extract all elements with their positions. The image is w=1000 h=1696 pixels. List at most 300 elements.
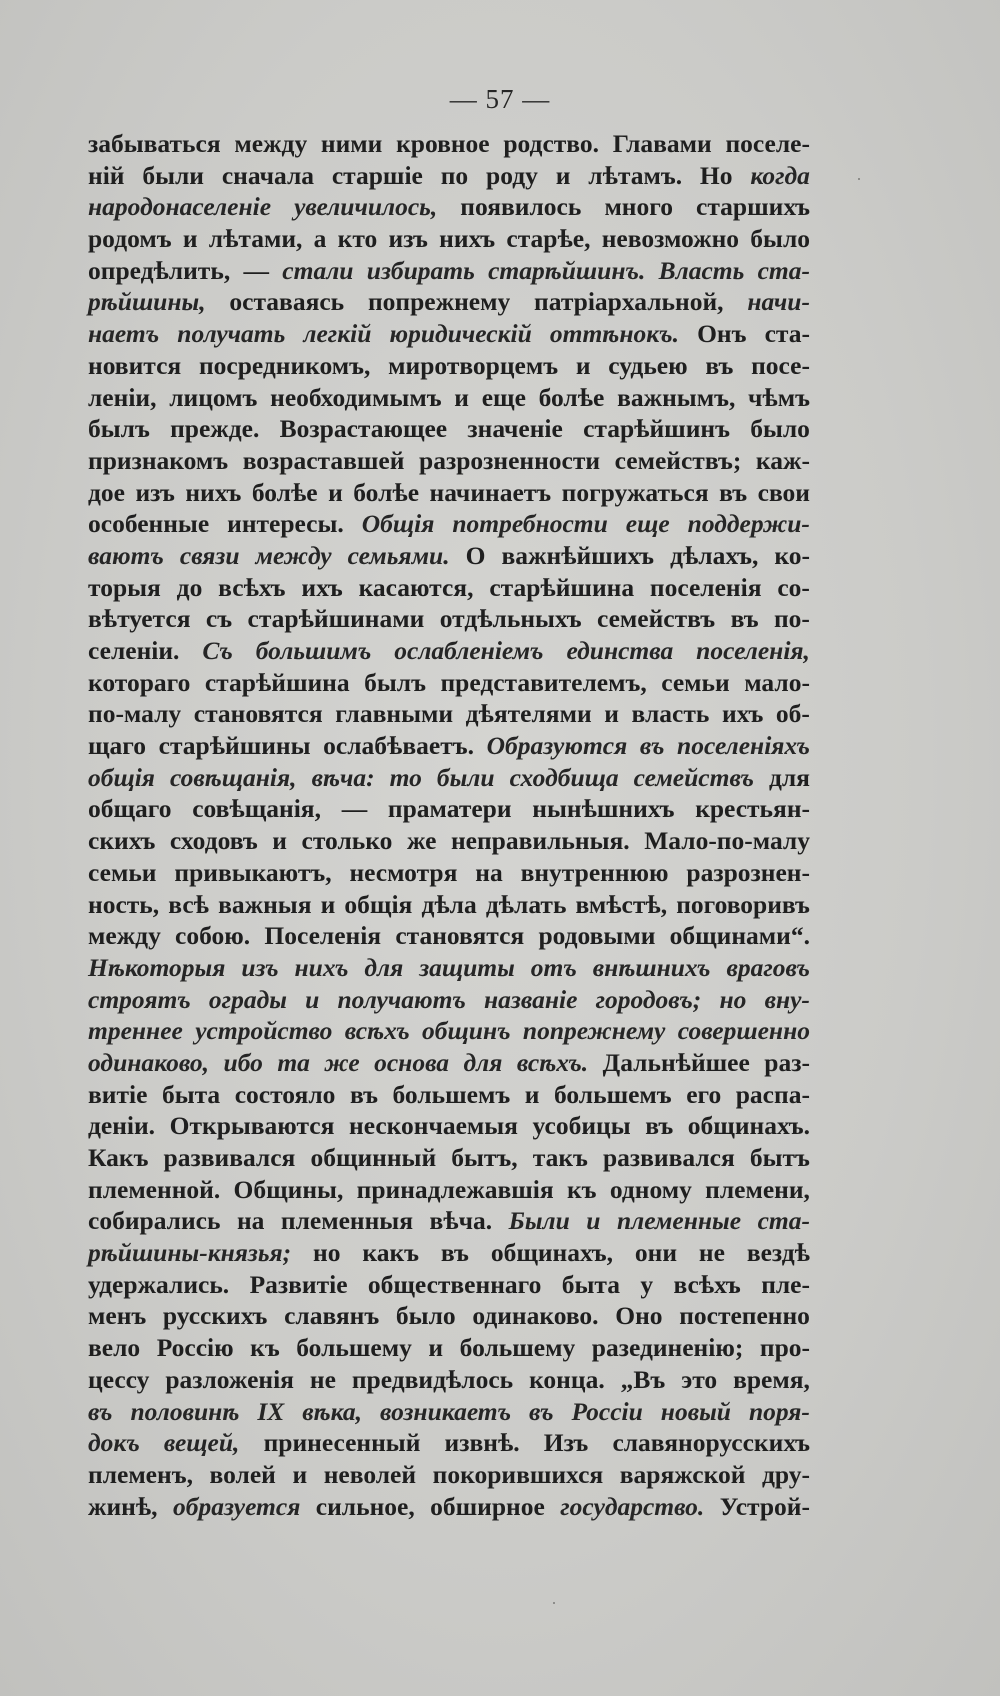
word: представителемъ, [440,667,647,697]
word: Возрастающее [279,414,448,444]
word: касаются, [358,572,474,602]
italic-word: всѣхъ [344,1016,410,1046]
word: Мало-по-малу [644,826,810,856]
word: поселенія [649,572,762,602]
word: лѣтамъ. [588,160,683,190]
word: постепенно [679,1301,810,1331]
italic-word: поселенія, [696,636,810,665]
italic-word: Были [508,1206,570,1236]
word: славянъ [284,1301,380,1331]
italic-word: большимъ [255,636,372,665]
italic-word: строятъ [88,984,191,1014]
word: дѣятелями [465,699,592,729]
italic-word: та [277,1047,310,1077]
word: старѣйшины [158,731,311,761]
word: жинѣ, [88,1491,158,1521]
italic-word: избирать [366,255,475,285]
word: Россію [156,1333,234,1363]
word: вело [88,1333,141,1363]
word: становятся [193,699,323,729]
word: большемъ [392,1079,511,1109]
word: кровное [396,129,490,158]
italic-word: въ [639,731,665,761]
word: у [640,1269,654,1299]
word: одинаково. [472,1301,599,1331]
word: прежде. [170,414,260,444]
italic-word: Нѣкоторыя [88,952,226,982]
italic-word: нихъ [294,952,349,982]
word: въ [730,604,759,634]
text-line [88,160,810,192]
word: въ [645,1111,674,1141]
italic-word: ослабленіемъ [394,636,544,665]
word: необходимымъ [270,382,442,412]
word: но [313,1238,341,1268]
word: общественнаго [367,1269,542,1299]
word: русскихъ [162,1301,268,1331]
word: Изъ [543,1428,589,1458]
word: пле- [761,1269,810,1299]
word: лицомъ [169,382,258,412]
text-line [88,889,810,921]
word: торыя [88,572,161,602]
word: были [142,160,204,190]
italic-word: отъ [530,952,577,982]
word: власть [631,699,710,729]
italic-word: названіе [484,984,578,1014]
word: разединенію; [591,1333,744,1363]
word: старшіе [331,160,423,190]
word: и [428,1333,444,1363]
word: время, [733,1364,810,1394]
text-line [88,667,810,699]
text-line [88,635,810,667]
word: старѣйшина [204,667,350,697]
word: обширное [430,1491,545,1521]
italic-word: для [463,1047,503,1077]
word: семействъ [596,604,716,634]
word: по [440,160,469,190]
italic-word: внѣшнихъ [592,952,711,982]
word: большему [459,1333,576,1363]
word: менъ [88,1301,147,1331]
word: сходовъ [169,826,258,856]
word: по-малу [88,699,182,729]
italic-word: стали [282,255,354,285]
italic-word: городовъ; [595,984,702,1014]
word: погружаться [561,477,709,507]
italic-word: образуется [173,1491,301,1521]
italic-word: связи [179,540,240,570]
word: вѣтуется [88,604,191,634]
italic-word: были [436,762,495,792]
word: племенъ, [88,1459,193,1489]
italic-word: и [586,1206,601,1236]
paper-speck [553,1602,555,1604]
word: собирались [88,1206,221,1236]
italic-word: вещей, [163,1428,240,1458]
word: быта [561,1269,620,1299]
word: не [698,1238,725,1268]
italic-word: Съ [202,636,233,665]
word: собою. [175,921,251,951]
italic-word: вѣча: [311,762,375,792]
word: Устрой- [719,1491,810,1521]
italic-word: племенные [616,1206,742,1236]
word: болѣе [538,382,605,412]
word: общинахъ, [490,1238,613,1268]
text-line [88,445,810,477]
word: попрежнему [367,287,511,317]
word: ослабѣваетъ. [323,731,474,761]
word: варяжской [619,1459,746,1489]
word: новится [88,350,182,380]
word: роду [486,160,538,190]
text-line [88,1300,810,1332]
italic-word: Образуются [486,731,628,761]
word: Но [699,160,733,190]
word: цессу [88,1364,150,1394]
italic-word: защиты [419,952,515,982]
word: миротворцемъ [388,350,559,380]
italic-word: всѣхъ. [516,1047,589,1077]
word: и [575,350,591,380]
italic-word: народонаселеніе [88,192,272,222]
text-line [88,413,810,445]
italic-word: начи- [747,287,810,317]
word: извнѣ. [444,1428,520,1458]
word: чѣмъ [748,382,810,412]
word: между [88,921,161,951]
word: принадлежавшія [356,1174,554,1204]
word: славянорусскихъ [612,1428,810,1458]
text-line [88,540,810,572]
word: разрознен- [686,857,810,887]
italic-word: докъ [88,1428,140,1458]
italic-word: оттѣнокъ. [549,319,679,349]
italic-word: совершенно [677,1016,810,1046]
word: Общины, [233,1174,344,1204]
word: много [604,192,673,222]
word: конца. [529,1364,605,1394]
text-line [88,1269,810,1301]
text-line [88,825,810,857]
word: изъ [135,477,175,507]
text-line [88,1396,810,1428]
word: въ [349,1079,378,1109]
word: раз- [764,1047,810,1077]
text-line [88,1491,810,1523]
word: особенные [88,509,210,539]
word: начинаетъ [429,477,552,507]
word: забываться [88,129,221,158]
text-line [88,318,810,350]
word: появилось [460,192,582,222]
word: волей [209,1459,276,1489]
word: Главами [612,129,712,158]
page-number: — 57 — [449,84,551,114]
word: и [454,382,469,412]
word: важныя [218,889,312,919]
word: скихъ [88,826,156,856]
word: развивался [163,1143,296,1172]
italic-word: совѣщанія, [169,762,297,792]
text-line [88,1079,810,1111]
italic-word: основа [374,1047,450,1077]
word: дѣла [421,889,477,919]
word: котораго [88,667,191,697]
word: семьи [661,667,730,697]
word: столько [301,826,393,856]
word: О [465,540,486,570]
word: Открываются [169,1111,335,1141]
word: изъ [388,224,428,254]
italic-word: Россіи [571,1396,643,1426]
word: семьи [88,857,157,887]
word: между [234,129,308,158]
word: и [292,1459,308,1489]
word: и [524,1079,540,1109]
italic-word: сходбища [509,762,619,792]
word: общинахъ. [687,1111,810,1141]
word: и [182,224,198,254]
word: такъ [532,1143,588,1172]
text-line [88,128,810,160]
word: родовыми [538,921,656,951]
italic-word: Общія [361,509,435,539]
text-line [88,382,810,414]
word: старѣйшина [489,572,635,602]
word: предвидѣлось [351,1364,514,1394]
italic-word: возникаетъ [380,1396,512,1426]
italic-word: ста- [757,255,810,285]
word: Онъ [697,319,747,349]
word: было [750,224,810,254]
word: свои [757,477,810,507]
word: общаго [88,794,172,824]
italic-word: потребности [452,509,608,539]
word: крестьян- [695,794,810,824]
word: нескончаемыя [349,1111,518,1141]
word: посе- [751,350,810,380]
word: Какъ [88,1143,149,1172]
text-line [88,477,810,509]
text-line [88,1047,810,1079]
word: — [341,794,368,824]
word: общинный [310,1143,437,1172]
word: въ [440,1238,469,1268]
italic-word: новый [660,1396,731,1426]
text-line [88,1364,810,1396]
word: дѣлать [485,889,567,919]
word: старѣйшинъ [583,414,730,444]
italic-word: изъ [241,952,279,982]
word: бытъ [749,1143,810,1172]
word: ко- [774,540,810,570]
text-line [88,223,810,255]
word: быта [161,1079,221,1109]
word: усобицы [532,1111,631,1141]
word: его [686,1079,722,1109]
word: невозможно [601,224,740,254]
text-line [88,762,810,794]
italic-word: ваютъ [88,540,164,570]
word: вмѣстѣ, [575,889,668,919]
italic-word: половинѣ [130,1396,240,1426]
word: дое [88,477,125,507]
word: состояло [234,1079,336,1109]
word: становятся [395,921,525,951]
italic-word: получать [177,319,286,349]
word: а [313,224,327,254]
word: удержались. [88,1269,230,1299]
word: нынѣшнихъ [532,794,675,824]
text-line [88,952,810,984]
word: дѣлахъ, [670,540,759,570]
word: на [236,1206,265,1236]
word: всѣхъ [218,572,286,602]
word: ихъ [721,699,764,729]
italic-word: увеличилось, [294,192,438,222]
word: бытъ, [451,1143,518,1172]
text-line [88,1205,810,1237]
italic-word: Власть [658,255,745,285]
word: про- [759,1333,810,1363]
word: нихъ [439,224,496,254]
word: и [604,699,619,729]
word: съ [205,604,233,634]
word: значеніе [467,414,563,444]
italic-word: государство. [560,1491,705,1521]
word: племенной. [88,1174,221,1204]
word: по- [773,604,810,634]
word: до [176,572,203,602]
text-line [88,1015,810,1047]
word: Дальнѣйшее [602,1047,750,1077]
word: каж- [755,445,810,475]
word: неправильныя. [450,826,630,856]
word: и [272,826,287,856]
italic-word: общинъ [422,1016,511,1046]
word: важнымъ, [617,382,736,412]
word: Развитіе [249,1269,348,1299]
word: распа- [735,1079,810,1109]
text-line [88,793,810,825]
word: старѣе, [506,224,591,254]
word: всѣхъ [673,1269,741,1299]
italic-word: получаютъ [337,984,466,1014]
word: отдѣльныхъ [439,604,582,634]
word: разложенія [165,1364,294,1394]
word: опредѣлить, [88,255,231,285]
italic-word: въ [529,1396,554,1426]
word: леніи, [88,382,157,412]
word: совѣщанія, [192,794,321,824]
word: къ [566,1174,597,1204]
word: былъ [88,414,150,444]
word: не [309,1364,336,1394]
text-line [88,698,810,730]
italic-word: общія [88,762,155,792]
text-line [88,920,810,952]
word: общинами“. [669,921,810,951]
word: привыкаютъ, [174,857,332,887]
text-line [88,191,810,223]
italic-word: для [364,952,404,982]
word: — [243,255,269,285]
italic-word: рѣйшины-князья; [88,1238,292,1268]
word: витіе [88,1079,148,1109]
word: большему [296,1333,412,1363]
word: развивался [602,1143,735,1172]
word: и [555,160,571,190]
word: Поселенія [264,921,382,951]
text-line [88,572,810,604]
word: на [475,857,503,887]
word: деніи. [88,1111,156,1141]
italic-word: треннее [88,1016,183,1046]
italic-word: поселеніяхъ [677,731,810,761]
word: племени, [705,1174,810,1204]
italic-word: вѣка, [302,1396,363,1426]
paper-speck [858,178,860,180]
text-line [88,984,810,1016]
word: покорившихся [432,1459,604,1489]
italic-word: же [324,1047,360,1077]
text-line [88,730,810,762]
word: возраставшей [242,445,405,475]
text-line [88,286,810,318]
word: вездѣ [746,1238,810,1268]
word: же [406,826,437,856]
word: „Въ [620,1364,666,1394]
text-line [88,1237,810,1269]
word: внутреннюю [520,857,669,887]
word: дру- [762,1459,810,1489]
word: ихъ [301,572,343,602]
italic-word: рѣйшины, [88,287,206,317]
word: еще [481,382,526,412]
word: вѣча. [429,1206,493,1236]
word: какъ [362,1238,420,1268]
word: родство. [503,129,600,158]
word: большемъ [553,1079,672,1109]
italic-word: попрежнему [522,1016,666,1046]
word: оставаясь [229,287,345,317]
word: въ [719,477,748,507]
italic-word: вну- [764,984,810,1014]
word: патріархальной, [534,287,724,317]
italic-word: семьями. [347,540,450,570]
word: былъ [364,667,426,697]
word: щаго [88,731,146,761]
text-line [88,1427,810,1459]
word: ность, [88,889,160,919]
text-line [88,508,810,540]
word: старшихъ [696,192,810,222]
italic-word: устройство [195,1016,333,1046]
italic-word: и [305,984,320,1014]
word: ній [88,160,125,190]
word: было [395,1301,456,1331]
word: было [750,414,810,444]
text-line [88,1110,810,1142]
word: болѣе [353,477,420,507]
word: старѣйшинами [247,604,425,634]
word: одному [609,1174,692,1204]
word: селеніи. [88,636,180,665]
italic-word: поддержи- [687,509,810,539]
